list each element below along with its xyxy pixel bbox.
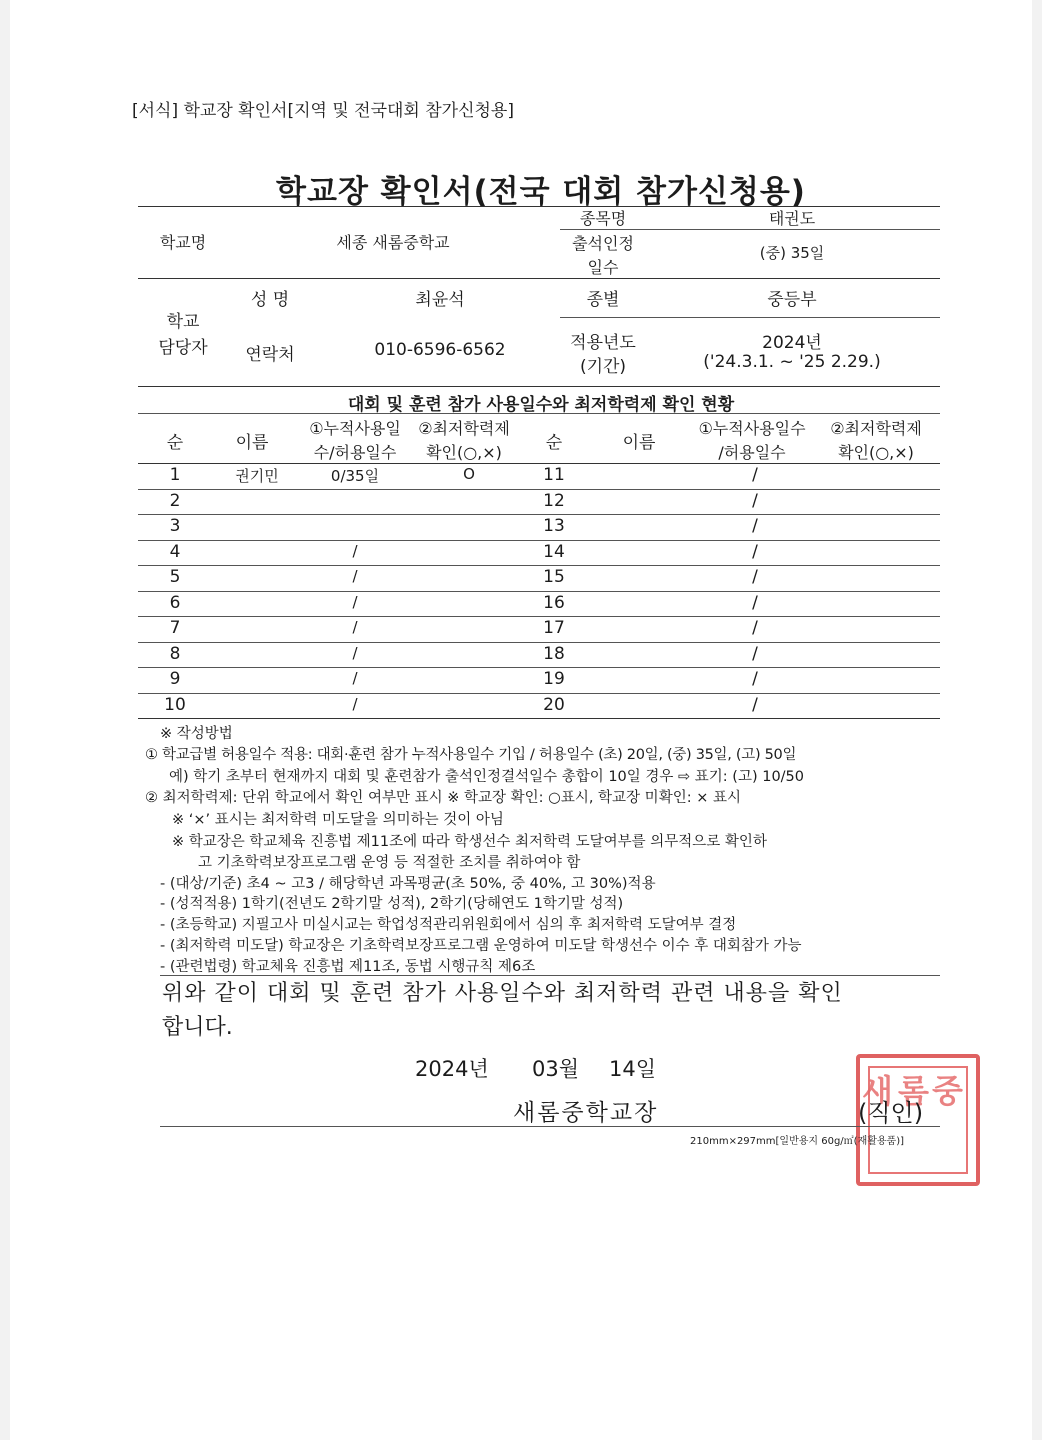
participant-name: 권기민 (235, 467, 279, 485)
date-day: 14일 (609, 1057, 657, 1081)
principal-name: 새롬중학교장 (513, 1100, 659, 1126)
category-value: 중등부 (767, 290, 817, 310)
note-line: ① 학교급별 허용일수 적용: 대회·훈련 참가 누적사용일수 기입 / 허용일수 (초) 20일, (중) 35일, (고) 50일 (145, 747, 797, 763)
row-divider (138, 591, 940, 592)
header-name-left: 이름 (235, 433, 269, 453)
year-label: 적용년도 (570, 333, 636, 353)
name-label: 성 명 (250, 290, 290, 310)
row-number: 17 (543, 618, 565, 638)
page-title: 학교장 확인서(전국 대회 참가신청용) (276, 174, 806, 210)
category-label: 종별 (586, 290, 620, 310)
year-period: ('24.3.1. ~ '25 2.29.) (703, 352, 881, 372)
row-divider (138, 565, 940, 566)
row-number: 8 (169, 643, 181, 664)
year-value: 2024년 (762, 333, 822, 353)
row-divider (138, 489, 940, 490)
days-used: / (752, 592, 758, 613)
days-used: / (752, 643, 758, 664)
note-line: - (성적적용) 1학기(전년도 2학기말 성적), 2학기(당해연도 1학기말 성적) (160, 896, 624, 912)
row-divider (138, 667, 940, 668)
attend-label: 출석인정 (572, 234, 634, 253)
row-divider (138, 540, 940, 541)
section-title: 대회 및 훈련 참가 사용일수와 최저학력제 확인 현황 (347, 395, 735, 415)
manager-label-2: 담당자 (158, 338, 208, 358)
row-number: 9 (169, 669, 181, 689)
note-line: ※ ‘×’ 표시는 최저학력 미도달을 의미하는 것이 아님 (172, 812, 504, 828)
note-line: ※ 학교장은 학교체육 진흥법 제11조에 따라 학생선수 최저학력 도달여부를 의무적으로 확인하 (172, 834, 767, 850)
row-divider (138, 718, 940, 719)
header-days-right-2: /허용일수 (718, 443, 786, 462)
row-number: 2 (169, 490, 181, 511)
row-number: 1 (169, 465, 181, 485)
days-used: / (752, 465, 758, 485)
days-used: / (752, 618, 758, 638)
row-number: 10 (164, 694, 186, 715)
row-number: 11 (543, 465, 565, 485)
row-number: 5 (169, 567, 181, 587)
days-used: / (352, 643, 358, 662)
note-line: - (최저학력 미도달) 학교장은 기초학력보장프로그램 운영하여 미도달 학생선수 이수 후 대회참가 가능 (160, 938, 802, 954)
row-number: 15 (543, 567, 565, 587)
note-line: ② 최저학력제: 단위 학교에서 확인 여부만 표시 ※ 학교장 확인: ○표시, 학교장 미확인: × 표시 (145, 790, 741, 806)
confirm-text: 위와 같이 대회 및 훈련 참가 사용일수와 최저학력 관련 내용을 확인 (162, 981, 843, 1006)
note-line: 예) 학기 초부터 현재까지 대회 및 훈련참가 출석인정결석일수 총합이 10일 경우 ⇨ 표기: (고) 10/50 (169, 769, 805, 785)
days-used: / (352, 592, 358, 611)
row-number: 7 (169, 618, 181, 638)
days-used: / (752, 567, 758, 587)
header-days-left: ①누적사용일 (309, 419, 401, 438)
days-used: / (352, 618, 358, 636)
days-used: / (352, 567, 358, 585)
row-divider (138, 693, 940, 694)
event-label: 종목명 (579, 209, 627, 228)
note-line: 고 기초학력보장프로그램 운영 등 적절한 조치를 취하여야 함 (198, 855, 581, 871)
event-value: 태권도 (768, 209, 816, 228)
row-number: 20 (543, 694, 565, 715)
confirm-text-2: 합니다. (162, 1015, 233, 1040)
row-number: 19 (543, 669, 565, 689)
seal-char-3: 중 (932, 1072, 963, 1110)
date-year: 2024년 (415, 1057, 489, 1081)
row-divider (138, 616, 940, 617)
days-used: / (752, 516, 758, 536)
days-used: / (752, 541, 758, 562)
days-used: / (752, 490, 758, 511)
days-used: / (752, 669, 758, 689)
row-divider (138, 514, 940, 515)
days-used: 0/35일 (330, 467, 380, 485)
paper-spec: 210mm×297mm[일반용지 60g/㎡(재활용품)] (690, 1136, 905, 1147)
header-no-left: 순 (166, 433, 184, 453)
row-divider (138, 642, 940, 643)
attend-value: (중) 35일 (759, 244, 825, 262)
header-days-right: ①누적사용일수 (698, 419, 806, 438)
row-number: 6 (169, 592, 181, 613)
name-value: 최윤석 (415, 290, 465, 310)
note-line: - (관련법령) 학교체육 진흥법 제11조, 동법 시행규칙 제6조 (160, 959, 536, 975)
document-page (10, 0, 1032, 1440)
header-days-left-2: 수/허용일수 (313, 443, 397, 462)
min-grade-check: O (463, 465, 475, 483)
row-number: 13 (543, 516, 565, 536)
contact-value: 010-6596-6562 (374, 340, 506, 360)
row-number: 12 (543, 490, 565, 511)
row-number: 16 (543, 592, 565, 613)
row-number: 3 (169, 516, 181, 536)
header-min-left: ②최저학력제 (418, 419, 510, 438)
year-label-2: (기간) (579, 357, 627, 377)
school-label: 학교명 (159, 233, 207, 252)
seal-mark: (직인) (858, 1099, 924, 1127)
row-number: 14 (543, 541, 565, 562)
contact-label: 연락처 (245, 345, 295, 365)
row-number: 4 (169, 541, 181, 562)
header-min-right: ②최저학력제 (830, 419, 922, 438)
days-used: / (352, 669, 358, 687)
date-month: 03월 (532, 1057, 580, 1081)
days-used: / (752, 694, 758, 715)
attend-label-2: 일수 (587, 258, 619, 277)
days-used: / (352, 694, 358, 713)
header-min-right-2: 확인(○,×) (838, 443, 914, 462)
header-name-right: 이름 (622, 433, 656, 453)
note-line: - (초등학교) 지필고사 미실시교는 학업성적관리위원회에서 심의 후 최저학력 도달여부 결정 (160, 917, 737, 933)
row-number: 18 (543, 643, 565, 664)
seal-char-2: 롬 (898, 1072, 929, 1110)
header-no-right: 순 (545, 433, 563, 453)
form-header: [서식] 학교장 확인서[지역 및 전국대회 참가신청용] (132, 101, 514, 121)
manager-label: 학교 (166, 312, 200, 332)
header-min-left-2: 확인(○,×) (426, 443, 502, 462)
seal-char-1: 새 (862, 1072, 893, 1110)
notes-heading: ※ 작성방법 (160, 726, 233, 742)
school-value: 세종 새롬중학교 (336, 233, 450, 252)
days-used: / (352, 541, 358, 560)
note-line: - (대상/기준) 초4 ~ 고3 / 해당학년 과목평균(초 50%, 중 40%, 고 30%)적용 (160, 876, 656, 892)
